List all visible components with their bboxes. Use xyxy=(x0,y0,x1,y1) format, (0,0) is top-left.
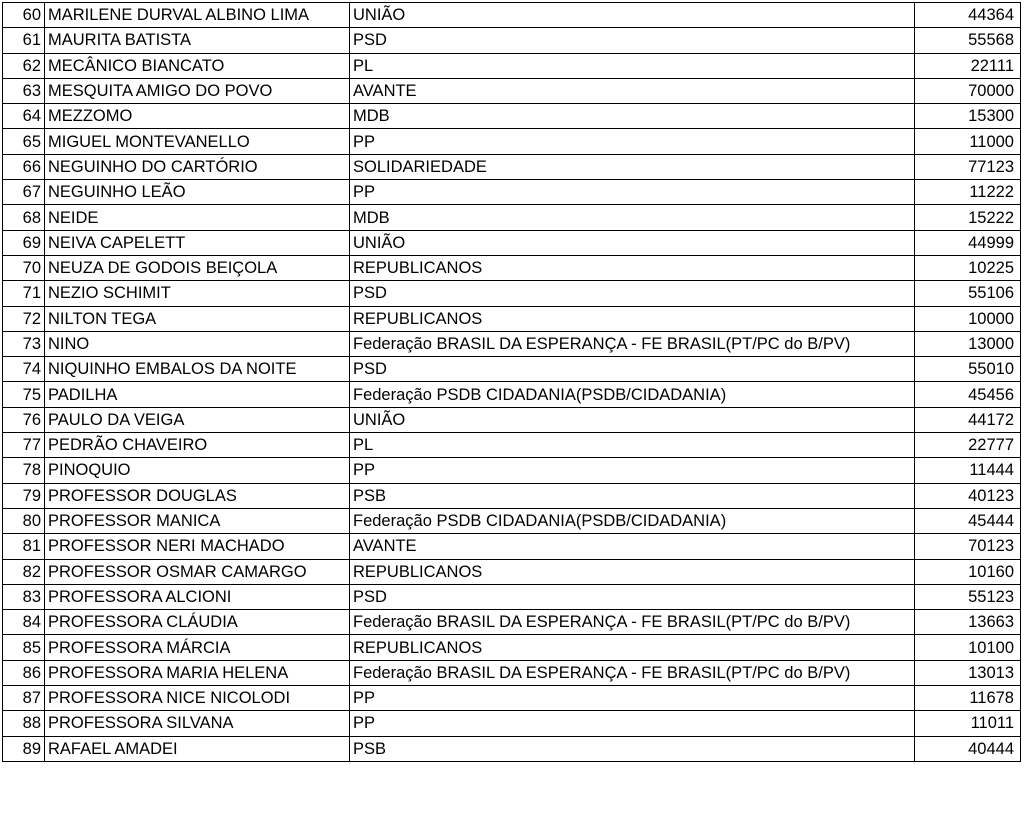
row-number: 78 xyxy=(3,458,45,483)
candidates-table xyxy=(2,2,1021,762)
party-name: PSD xyxy=(350,357,915,382)
candidate-number: 44172 xyxy=(915,407,1021,432)
candidate-number: 13000 xyxy=(915,331,1021,356)
candidate-name: NEGUINHO LEÃO xyxy=(45,180,350,205)
candidate-number: 70000 xyxy=(915,78,1021,103)
party-name: PSB xyxy=(350,736,915,761)
candidate-number: 10225 xyxy=(915,255,1021,280)
candidate-number: 40444 xyxy=(915,736,1021,761)
candidate-name: PINOQUIO xyxy=(45,458,350,483)
candidate-number: 11011 xyxy=(915,711,1021,736)
candidate-number: 70123 xyxy=(915,534,1021,559)
row-number: 73 xyxy=(3,331,45,356)
party-name: REPUBLICANOS xyxy=(350,306,915,331)
candidate-name: NEUZA DE GODOIS BEIÇOLA xyxy=(45,255,350,280)
party-name: PL xyxy=(350,433,915,458)
party-name: SOLIDARIEDADE xyxy=(350,154,915,179)
table-row xyxy=(3,686,1021,711)
row-number: 60 xyxy=(3,3,45,28)
row-number: 74 xyxy=(3,357,45,382)
party-name: AVANTE xyxy=(350,78,915,103)
row-number: 86 xyxy=(3,660,45,685)
table-row xyxy=(3,78,1021,103)
party-name: UNIÃO xyxy=(350,407,915,432)
candidate-number: 44364 xyxy=(915,3,1021,28)
party-name: PP xyxy=(350,458,915,483)
candidate-name: PROFESSORA MARIA HELENA xyxy=(45,660,350,685)
row-number: 87 xyxy=(3,686,45,711)
candidate-number: 55568 xyxy=(915,28,1021,53)
table-row xyxy=(3,584,1021,609)
party-name: PSD xyxy=(350,281,915,306)
table-row xyxy=(3,407,1021,432)
candidate-number: 55123 xyxy=(915,584,1021,609)
table-row xyxy=(3,205,1021,230)
table-row xyxy=(3,736,1021,761)
row-number: 65 xyxy=(3,129,45,154)
table-row xyxy=(3,3,1021,28)
party-name: PP xyxy=(350,711,915,736)
row-number: 81 xyxy=(3,534,45,559)
table-row xyxy=(3,433,1021,458)
table-row xyxy=(3,357,1021,382)
candidate-name: RAFAEL AMADEI xyxy=(45,736,350,761)
table-row xyxy=(3,53,1021,78)
table-row xyxy=(3,129,1021,154)
candidate-name: MAURITA BATISTA xyxy=(45,28,350,53)
party-name: PL xyxy=(350,53,915,78)
candidate-number: 45456 xyxy=(915,382,1021,407)
table-row xyxy=(3,458,1021,483)
row-number: 71 xyxy=(3,281,45,306)
party-name: MDB xyxy=(350,205,915,230)
party-name: Federação BRASIL DA ESPERANÇA - FE BRASIL(PT/PC do B/PV) xyxy=(350,610,915,635)
candidate-name: PADILHA xyxy=(45,382,350,407)
party-name: PSB xyxy=(350,483,915,508)
table-row xyxy=(3,483,1021,508)
row-number: 64 xyxy=(3,104,45,129)
row-number: 72 xyxy=(3,306,45,331)
candidate-number: 55106 xyxy=(915,281,1021,306)
candidate-name: PROFESSOR DOUGLAS xyxy=(45,483,350,508)
candidate-name: PROFESSORA ALCIONI xyxy=(45,584,350,609)
candidate-number: 44999 xyxy=(915,230,1021,255)
row-number: 89 xyxy=(3,736,45,761)
candidate-name: MEZZOMO xyxy=(45,104,350,129)
table-row xyxy=(3,255,1021,280)
candidate-name: NEGUINHO DO CARTÓRIO xyxy=(45,154,350,179)
row-number: 63 xyxy=(3,78,45,103)
candidate-name: PROFESSOR MANICA xyxy=(45,508,350,533)
candidate-name: PROFESSORA NICE NICOLODI xyxy=(45,686,350,711)
row-number: 76 xyxy=(3,407,45,432)
table-row xyxy=(3,28,1021,53)
table-row xyxy=(3,104,1021,129)
candidate-name: PROFESSORA SILVANA xyxy=(45,711,350,736)
party-name: REPUBLICANOS xyxy=(350,255,915,280)
party-name: AVANTE xyxy=(350,534,915,559)
candidate-name: MIGUEL MONTEVANELLO xyxy=(45,129,350,154)
candidate-name: NEIVA CAPELETT xyxy=(45,230,350,255)
table-row xyxy=(3,180,1021,205)
candidate-number: 10100 xyxy=(915,635,1021,660)
row-number: 75 xyxy=(3,382,45,407)
row-number: 80 xyxy=(3,508,45,533)
row-number: 79 xyxy=(3,483,45,508)
candidate-name: NIQUINHO EMBALOS DA NOITE xyxy=(45,357,350,382)
candidate-name: PEDRÃO CHAVEIRO xyxy=(45,433,350,458)
row-number: 66 xyxy=(3,154,45,179)
table-row xyxy=(3,660,1021,685)
candidate-name: PAULO DA VEIGA xyxy=(45,407,350,432)
candidate-number: 13013 xyxy=(915,660,1021,685)
party-name: MDB xyxy=(350,104,915,129)
party-name: Federação BRASIL DA ESPERANÇA - FE BRASIL(PT/PC do B/PV) xyxy=(350,331,915,356)
candidate-name: NILTON TEGA xyxy=(45,306,350,331)
party-name: Federação BRASIL DA ESPERANÇA - FE BRASIL(PT/PC do B/PV) xyxy=(350,660,915,685)
row-number: 77 xyxy=(3,433,45,458)
candidate-number: 15222 xyxy=(915,205,1021,230)
party-name: Federação PSDB CIDADANIA(PSDB/CIDADANIA) xyxy=(350,508,915,533)
row-number: 69 xyxy=(3,230,45,255)
party-name: UNIÃO xyxy=(350,230,915,255)
row-number: 85 xyxy=(3,635,45,660)
candidate-name: NEIDE xyxy=(45,205,350,230)
table-row xyxy=(3,331,1021,356)
table-row xyxy=(3,610,1021,635)
row-number: 84 xyxy=(3,610,45,635)
candidate-number: 10160 xyxy=(915,559,1021,584)
candidate-name: PROFESSOR OSMAR CAMARGO xyxy=(45,559,350,584)
candidate-name: MECÂNICO BIANCATO xyxy=(45,53,350,78)
candidate-number: 11000 xyxy=(915,129,1021,154)
candidate-number: 11678 xyxy=(915,686,1021,711)
row-number: 62 xyxy=(3,53,45,78)
table-row xyxy=(3,508,1021,533)
row-number: 67 xyxy=(3,180,45,205)
candidate-number: 11222 xyxy=(915,180,1021,205)
candidate-name: NINO xyxy=(45,331,350,356)
party-name: PSD xyxy=(350,584,915,609)
party-name: REPUBLICANOS xyxy=(350,635,915,660)
candidate-number: 55010 xyxy=(915,357,1021,382)
candidate-number: 11444 xyxy=(915,458,1021,483)
candidate-number: 40123 xyxy=(915,483,1021,508)
row-number: 70 xyxy=(3,255,45,280)
candidate-name: MESQUITA AMIGO DO POVO xyxy=(45,78,350,103)
table-row xyxy=(3,281,1021,306)
candidate-name: PROFESSOR NERI MACHADO xyxy=(45,534,350,559)
party-name: UNIÃO xyxy=(350,3,915,28)
table-row xyxy=(3,230,1021,255)
table-row xyxy=(3,559,1021,584)
row-number: 88 xyxy=(3,711,45,736)
candidate-name: MARILENE DURVAL ALBINO LIMA xyxy=(45,3,350,28)
row-number: 82 xyxy=(3,559,45,584)
table-row xyxy=(3,306,1021,331)
table-row xyxy=(3,382,1021,407)
party-name: REPUBLICANOS xyxy=(350,559,915,584)
party-name: PP xyxy=(350,129,915,154)
row-number: 68 xyxy=(3,205,45,230)
candidate-number: 15300 xyxy=(915,104,1021,129)
table-row xyxy=(3,534,1021,559)
candidate-number: 10000 xyxy=(915,306,1021,331)
row-number: 61 xyxy=(3,28,45,53)
table-row xyxy=(3,154,1021,179)
party-name: PSD xyxy=(350,28,915,53)
row-number: 83 xyxy=(3,584,45,609)
table-row xyxy=(3,711,1021,736)
candidate-number: 13663 xyxy=(915,610,1021,635)
party-name: PP xyxy=(350,180,915,205)
candidates-table-body xyxy=(3,3,1021,762)
candidate-name: PROFESSORA CLÁUDIA xyxy=(45,610,350,635)
party-name: PP xyxy=(350,686,915,711)
candidate-number: 77123 xyxy=(915,154,1021,179)
party-name: Federação PSDB CIDADANIA(PSDB/CIDADANIA) xyxy=(350,382,915,407)
candidate-name: PROFESSORA MÁRCIA xyxy=(45,635,350,660)
candidate-number: 22777 xyxy=(915,433,1021,458)
candidate-name: NEZIO SCHIMIT xyxy=(45,281,350,306)
table-row xyxy=(3,635,1021,660)
candidate-number: 45444 xyxy=(915,508,1021,533)
candidate-number: 22111 xyxy=(915,53,1021,78)
